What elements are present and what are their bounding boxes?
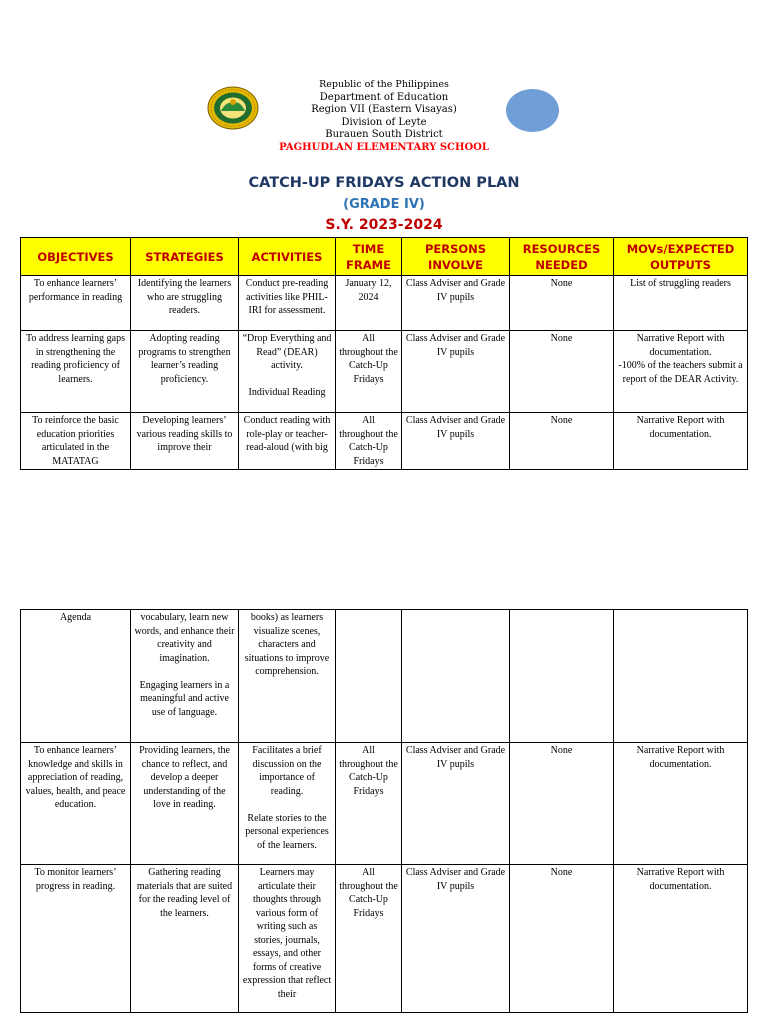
column-header: MOVs/EXPECTED OUTPUTS — [614, 238, 748, 276]
table-row — [21, 413, 748, 470]
table-cell: All throughout the Catch-Up Fridays — [336, 413, 402, 470]
table-row — [21, 610, 748, 743]
column-header: STRATEGIES — [131, 238, 239, 276]
division-line: Division of Leyte — [341, 116, 427, 128]
column-header: OBJECTIVES — [21, 238, 131, 276]
table-cell: Conduct pre-reading activities like PHIL-IRI for assessment. — [239, 276, 336, 331]
table-cell: Class Adviser and Grade IV pupils — [402, 413, 510, 470]
table-cell: To enhance learners’ performance in reading — [21, 276, 131, 331]
table-cell — [402, 610, 510, 743]
table-cell: None — [510, 276, 614, 331]
district-line: Burauen South District — [325, 129, 443, 140]
table-cell: Agenda — [21, 610, 131, 743]
table-cell: Gathering reading materials that are suited for the reading level of the learners. — [131, 865, 239, 1013]
table-cell: To address learning gaps in strengthening the reading proficiency of learners. — [21, 331, 131, 413]
table-row — [21, 331, 748, 413]
action-plan-table-part2 — [20, 609, 748, 1013]
table-cell: None — [510, 865, 614, 1013]
table-row — [21, 743, 748, 865]
column-header: ACTIVITIES — [239, 238, 336, 276]
table-cell: All throughout the Catch-Up Fridays — [336, 331, 402, 413]
table-cell: Narrative Report with documentation. — [614, 743, 748, 865]
table-cell: Developing learners’ various reading skills to improve their — [131, 413, 239, 470]
table-cell: vocabulary, learn new words, and enhance their creativity and imagination. Engaging learners in a meaningful and active use of language. — [131, 610, 239, 743]
table-cell — [336, 610, 402, 743]
table-cell: “Drop Everything and Read” (DEAR) activity. Individual Reading — [239, 331, 336, 413]
table-cell: January 12, 2024 — [336, 276, 402, 331]
republic-line: Republic of the Philippines — [319, 79, 449, 90]
table-cell: None — [510, 743, 614, 865]
table-row — [21, 276, 748, 331]
table-cell: None — [510, 331, 614, 413]
column-header: TIME FRAME — [336, 238, 402, 276]
table-cell: Class Adviser and Grade IV pupils — [402, 331, 510, 413]
table-cell: Narrative Report with documentation. — [614, 865, 748, 1013]
table-cell: Facilitates a brief discussion on the importance of reading. Relate stories to the personal experiences of the learners. — [239, 743, 336, 865]
table-cell — [614, 610, 748, 743]
table-cell — [510, 610, 614, 743]
table-cell: Conduct reading with role-play or teacher-read-aloud (with big — [239, 413, 336, 470]
plan-title: CATCH-UP FRIDAYS ACTION PLAN — [248, 175, 520, 191]
table-cell: To reinforce the basic education priorities articulated in the MATATAG — [21, 413, 131, 470]
table-cell: Adopting reading programs to strengthen learner’s reading proficiency. — [131, 331, 239, 413]
school-year: S.Y. 2023-2024 — [325, 217, 443, 233]
column-header: RESOURCES NEEDED — [510, 238, 614, 276]
table-cell: Learners may articulate their thoughts through various form of writing such as stories, journals, essays, and other forms of creative expression that reflect their — [239, 865, 336, 1013]
table-cell: Narrative Report with documentation. -100% of the teachers submit a report of the DEAR Activity. — [614, 331, 748, 413]
table-cell: books) as learners visualize scenes, characters and situations to improve comprehension. — [239, 610, 336, 743]
table-header-row — [21, 238, 748, 276]
table-cell: Narrative Report with documentation. — [614, 413, 748, 470]
letterhead — [250, 79, 518, 154]
action-plan-table-part1 — [20, 237, 748, 470]
table-cell: To monitor learners’ progress in reading. — [21, 865, 131, 1013]
table-cell: Class Adviser and Grade IV pupils — [402, 276, 510, 331]
table-row — [21, 865, 748, 1013]
column-header: PERSONS INVOLVE — [402, 238, 510, 276]
table-cell: To enhance learners’ knowledge and skills in appreciation of reading, values, health, and peace education. — [21, 743, 131, 865]
table-cell: All throughout the Catch-Up Fridays — [336, 865, 402, 1013]
table-cell: Class Adviser and Grade IV pupils — [402, 743, 510, 865]
table-cell: List of struggling readers — [614, 276, 748, 331]
grade-label: (GRADE IV) — [343, 197, 425, 212]
table-cell: Class Adviser and Grade IV pupils — [402, 865, 510, 1013]
region-line: Region VII (Eastern Visayas) — [311, 104, 457, 115]
table-cell: Identifying the learners who are struggling readers. — [131, 276, 239, 331]
table-cell: All throughout the Catch-Up Fridays — [336, 743, 402, 865]
school-name: PAGHUDLAN ELEMENTARY SCHOOL — [279, 141, 489, 153]
table-cell: Providing learners, the chance to reflect, and develop a deeper understanding of the love in reading. — [131, 743, 239, 865]
table-cell: None — [510, 413, 614, 470]
department-line: Department of Education — [319, 91, 449, 103]
